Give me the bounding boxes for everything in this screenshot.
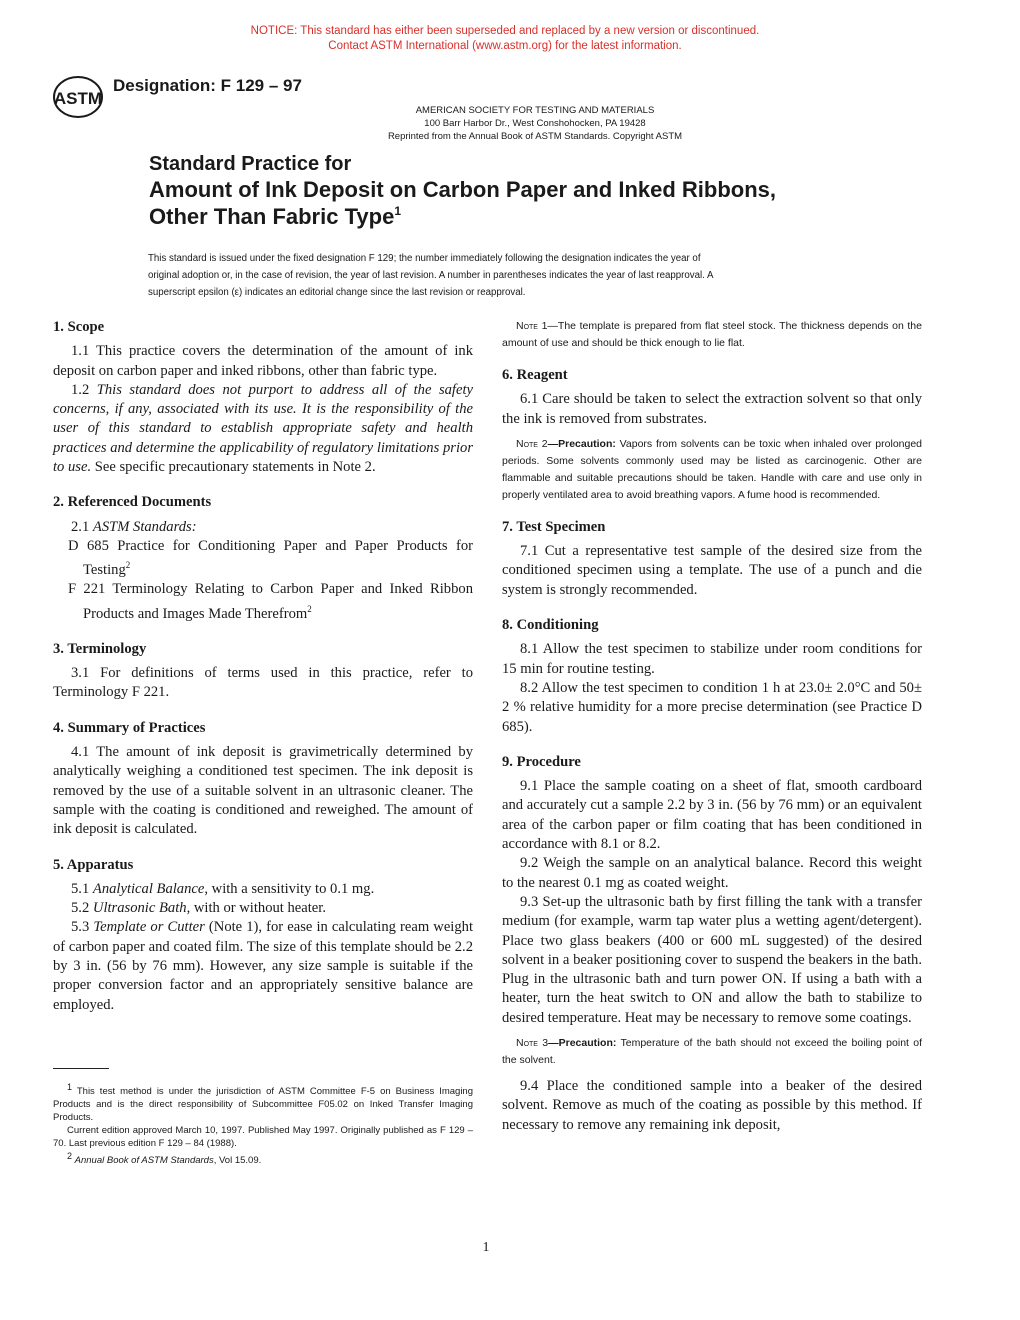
footnote-2-rest: , Vol 15.09.	[213, 1155, 262, 1167]
section-3-heading: 3. Terminology	[53, 640, 147, 657]
title-line-3	[149, 204, 401, 230]
para-5-3-italic: Template or Cutter	[93, 919, 205, 936]
para-5-3-num: 5.3	[71, 919, 90, 936]
para-8-2: 8.2 Allow the test specimen to condition 1 h at 23.0± 2.0°C and 50± 2 % relative humidity for a more precise determination (see Practice D 685).	[502, 679, 922, 735]
section-8-heading: 8. Conditioning	[502, 617, 599, 634]
note-1-text: —The template is prepared from flat steel stock. The thickness depends on the amount of use and should be thick enough to lie flat.	[502, 320, 922, 349]
para-5-2-num: 5.2	[71, 900, 90, 917]
note-1	[502, 318, 922, 352]
ref-f221	[53, 580, 473, 623]
issued-line-1: This standard is issued under the fixed designation F 129; the number immediately following the designation indicates the year of	[148, 253, 701, 264]
section-9-heading: 9. Procedure	[502, 753, 581, 770]
para-5-1	[53, 880, 473, 899]
para-9-1: 9.1 Place the sample coating on a sheet of flat, smooth cardboard and accurately cut a sample 2.2 by 3 in. (56 by 76 mm) or an equivalent area of the carbon paper or film coating that has been conditioned in accordance with 8.1 or 8.2.	[502, 778, 922, 853]
section-6-heading: 6. Reagent	[502, 367, 568, 383]
footnote-1	[53, 1081, 473, 1124]
para-4-1: 4.1 The amount of ink deposit is gravimetrically determined by analytically weighing a conditioned test specimen. The ink deposit is removed by the use of a suitable solvent in an ultrasonic cleaner. The sample with the coating is conditioned and reweighed. The amount of ink deposit is calculated.	[53, 744, 473, 838]
note-1-label: Note 1	[516, 320, 548, 332]
para-3-1: 3.1 For definitions of terms used in this practice, refer to Terminology F 221.	[53, 665, 473, 701]
para-5-1-rest: , with a sensitivity to 0.1 mg.	[204, 880, 375, 897]
para-1-2-num: 1.2	[71, 381, 90, 398]
footnote-1-mark: 1	[67, 1082, 73, 1092]
ref-f221-text: F 221 Terminology Relating to Carbon Paper and Inked Ribbon Products and Images Made Therefrom	[68, 581, 473, 622]
para-9-2: 9.2 Weigh the sample on an analytical balance. Record this weight to the nearest 0.1 mg as coated weight.	[502, 855, 922, 891]
right-column	[502, 318, 922, 1135]
para-5-2-italic: Ultrasonic Bath	[92, 900, 187, 917]
astm-logo-icon	[52, 75, 104, 119]
notice-line-2: Contact ASTM International (www.astm.org) for the latest information.	[328, 40, 682, 52]
title-line-1: Standard Practice for	[149, 153, 352, 175]
ref-f221-sup: 2	[307, 603, 312, 614]
note-3	[502, 1035, 922, 1069]
para-2-1-italic: ASTM Standards:	[92, 518, 197, 535]
title-line-2: Amount of Ink Deposit on Carbon Paper and Inked Ribbons,	[149, 177, 777, 202]
note-2-bold: —Precaution:	[547, 437, 616, 450]
left-column	[53, 318, 473, 1015]
note-2	[502, 436, 922, 504]
note-2-text: Vapors from solvents can be toxic when inhaled over prolonged periods. Some solvents commonly used may be listed as carcinogenic. Other are flammable and suitable precautions should be taken. Handle with care and use only in properly ventilated area to avoid breathing vapors. A fume hood is recommended.	[502, 437, 923, 501]
para-8-1: 8.1 Allow the test specimen to stabilize under room conditions for 15 min for routine testing.	[502, 641, 922, 677]
page-number: 1	[482, 1240, 490, 1255]
para-5-1-num: 5.1	[71, 880, 90, 897]
note-3-bold: —Precaution:	[548, 1037, 617, 1050]
title-footnote-mark: 1	[394, 204, 401, 218]
section-7-heading: 7. Test Specimen	[502, 518, 606, 535]
para-5-2	[53, 899, 473, 918]
designation: Designation: F 129 – 97	[113, 76, 302, 95]
footnote-1-text: This test method is under the jurisdiction of ASTM Committee F-5 on Business Imaging Products and is the direct responsibility of Subcommittee F05.02 on Inked Transfer Imaging Products.	[53, 1086, 473, 1124]
notice-line-1: NOTICE: This standard has either been superseded and replaced by a new version or discontinued.	[250, 25, 760, 37]
para-9-3: 9.3 Set-up the ultrasonic bath by first filling the tank with a transfer medium (for example, warm tap water plus a wetting agent/detergent). Place two glass beakers (400 or 600 mL suggested) of the desired solvent in a beaker positioning cover to suspend the beakers in the bath. Plug in the ultrasonic bath and turn power ON. If using a bath with a heater, turn the heat switch to ON and allow the bath to stabilize to desired temperature. Heat may be necessary to remove some coatings.	[502, 893, 922, 1026]
section-4-heading: 4. Summary of Practices	[53, 719, 206, 736]
footnote-1b: Current edition approved March 10, 1997. Published May 1997. Originally published as F 129 – 70. Last previous edition F 129 – 84 (1988).	[53, 1125, 473, 1150]
title-line-3-text: Other Than Fabric Type	[149, 204, 395, 229]
para-5-1-italic: Analytical Balance	[92, 880, 205, 897]
issued-line-3: superscript epsilon (ε) indicates an editorial change since the last revision or reapproval.	[148, 287, 526, 298]
footnote-2	[53, 1150, 473, 1167]
para-1-2	[53, 381, 473, 477]
reprint-notice: Reprinted from the Annual Book of ASTM Standards. Copyright ASTM	[387, 131, 683, 142]
section-1-heading: 1. Scope	[53, 319, 105, 335]
para-5-3	[53, 918, 473, 1014]
ref-d685-text: D 685 Practice for Conditioning Paper and Paper Products for Testing	[68, 537, 473, 579]
issued-statement	[148, 250, 828, 301]
footnote-2-italic: Annual Book of ASTM Standards	[74, 1155, 214, 1167]
society-address: 100 Barr Harbor Dr., West Conshohocken, PA 19428	[424, 118, 646, 129]
note-3-text: Temperature of the bath should not exceed the boiling point of the solvent.	[502, 1037, 923, 1067]
ref-d685	[53, 537, 473, 580]
para-1-1: 1.1 This practice covers the determination of the amount of ink deposit on carbon paper and inked ribbons, other than fabric type.	[53, 343, 473, 379]
para-7-1: 7.1 Cut a representative test sample of the desired size from the conditioned specimen using a template. The use of a punch and die system is strongly recommended.	[502, 543, 922, 598]
footnote-2-mark: 2	[67, 1151, 73, 1162]
section-5-heading: 5. Apparatus	[53, 856, 134, 873]
para-6-1: 6.1 Care should be taken to select the extraction solvent so that only the ink is removed from substrates.	[502, 391, 922, 427]
para-9-4: 9.4 Place the conditioned sample into a beaker of the desired solvent. Remove as much of the coating as possible by this method. If necessary to remove any remaining ink deposit,	[502, 1078, 922, 1133]
footnote-rule	[53, 1068, 109, 1069]
ref-d685-sup: 2	[125, 560, 131, 571]
para-5-2-rest: , with or without heater.	[186, 900, 326, 917]
society-name: AMERICAN SOCIETY FOR TESTING AND MATERIALS	[415, 105, 655, 116]
para-5-3-rest: (Note 1), for ease in calculating ream weight of carbon paper and coated film. The size of this template should be 2.2 by 3 in. (56 by 76 mm). However, any size sample is suitable if the proper conversion factor and an appropriately sensitive balance are employed.	[53, 919, 474, 1013]
para-1-2-italic: This standard does not purport to address all of the safety concerns, if any, associated with its use. It is the responsibility of the user of this standard to establish appropriate safety and health practices and determine the applicability of regulatory limitations prior to use.	[53, 381, 473, 476]
footnotes	[53, 1081, 473, 1167]
note-2-label: Note 2	[516, 437, 548, 450]
issued-line-2: original adoption or, in the case of revision, the year of last revision. A number in parentheses indicates the year of last reapproval. A	[148, 270, 714, 281]
section-2-heading: 2. Referenced Documents	[53, 494, 212, 511]
para-1-2-rest: See specific precautionary statements in Note 2.	[94, 459, 376, 476]
para-2-1-num: 2.1	[71, 518, 90, 535]
note-3-label: Note 3	[516, 1037, 549, 1050]
astm-logo-text: ASTM	[53, 89, 103, 108]
para-2-1	[53, 518, 473, 537]
